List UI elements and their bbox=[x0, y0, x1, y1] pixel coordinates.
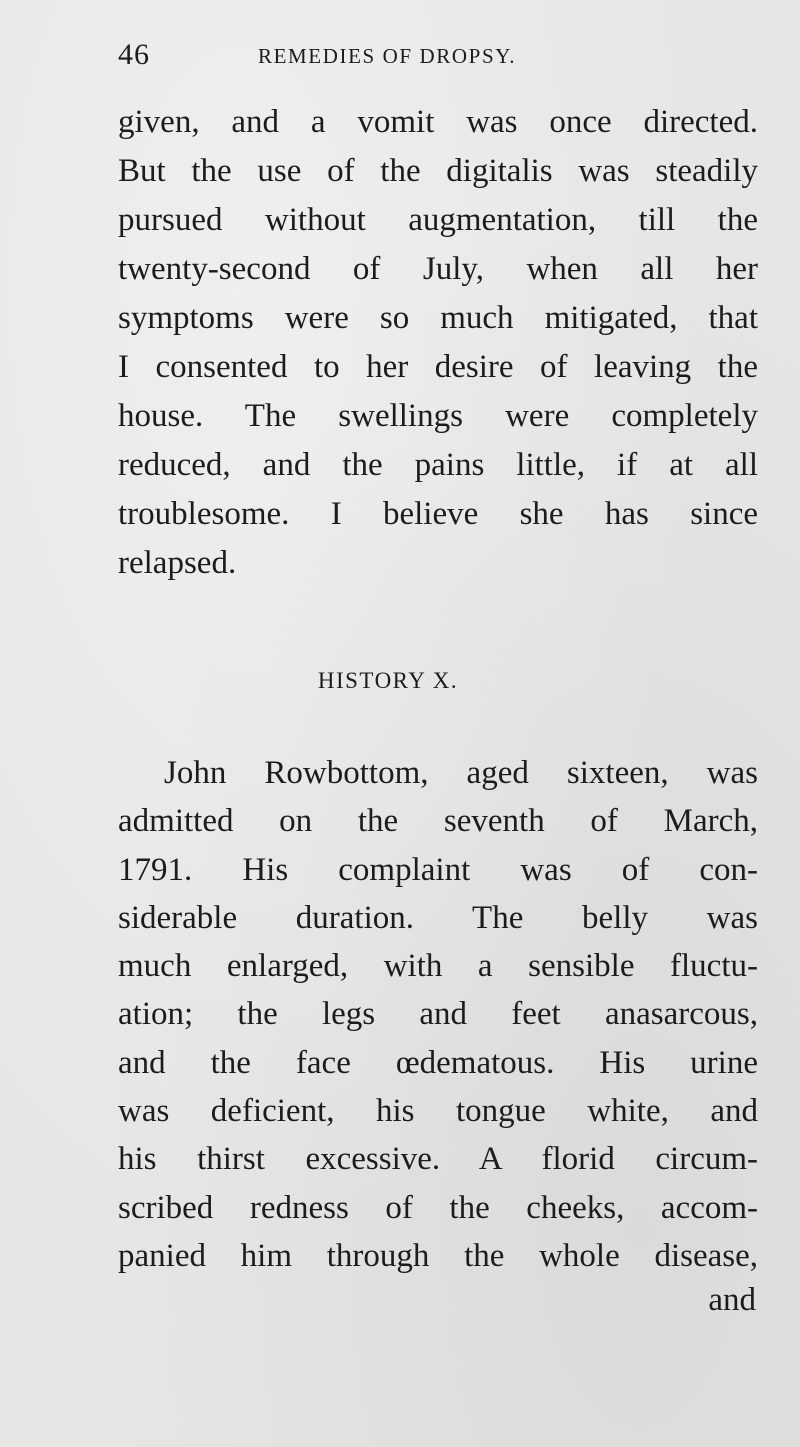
text-line: troublesome. I believe she has since bbox=[118, 496, 758, 532]
text-line: reduced, and the pains little, if at all bbox=[118, 447, 758, 483]
text-line: was deficient, his tongue white, and bbox=[118, 1093, 758, 1130]
text-line: John Rowbottom, aged sixteen, was bbox=[164, 755, 758, 791]
running-title: REMEDIES OF DROPSY. bbox=[258, 44, 517, 68]
section-heading: HISTORY X. bbox=[317, 668, 459, 693]
text-line: I consented to her desire of leaving the bbox=[118, 349, 758, 385]
page-number: 46 bbox=[118, 38, 150, 71]
paragraph-continued bbox=[118, 98, 758, 588]
text-line: scribed redness of the cheeks, accom- bbox=[118, 1189, 758, 1226]
text-line: symptoms were so much mitigated, that bbox=[118, 300, 758, 336]
text-line: admitted on the seventh of March, bbox=[118, 803, 758, 840]
text-line: twenty-second of July, when all her bbox=[118, 251, 758, 287]
text-line: house. The swellings were completely bbox=[118, 398, 758, 434]
text-line: But the use of the digitalis was steadily bbox=[118, 153, 758, 189]
text-line: much enlarged, with a sensible fluctu- bbox=[118, 948, 758, 985]
text-line: ation; the legs and feet anasarcous, bbox=[118, 996, 758, 1033]
text-line: his thirst excessive. A florid circum- bbox=[118, 1141, 758, 1178]
text-line: pursued without augmentation, till the bbox=[118, 202, 758, 238]
text-line: relapsed. bbox=[118, 545, 237, 581]
text-line: given, and a vomit was once directed. bbox=[118, 104, 758, 140]
page-header bbox=[118, 38, 758, 78]
text-line: 1791. His complaint was of con- bbox=[118, 851, 758, 888]
text-line: panied him through the whole disease, bbox=[118, 1237, 758, 1274]
paragraph-history-x bbox=[118, 749, 758, 1280]
text-line: siderable duration. The belly was bbox=[118, 899, 758, 936]
catchword: and bbox=[708, 1282, 756, 1318]
text-line: and the face œdematous. His urine bbox=[118, 1044, 758, 1081]
